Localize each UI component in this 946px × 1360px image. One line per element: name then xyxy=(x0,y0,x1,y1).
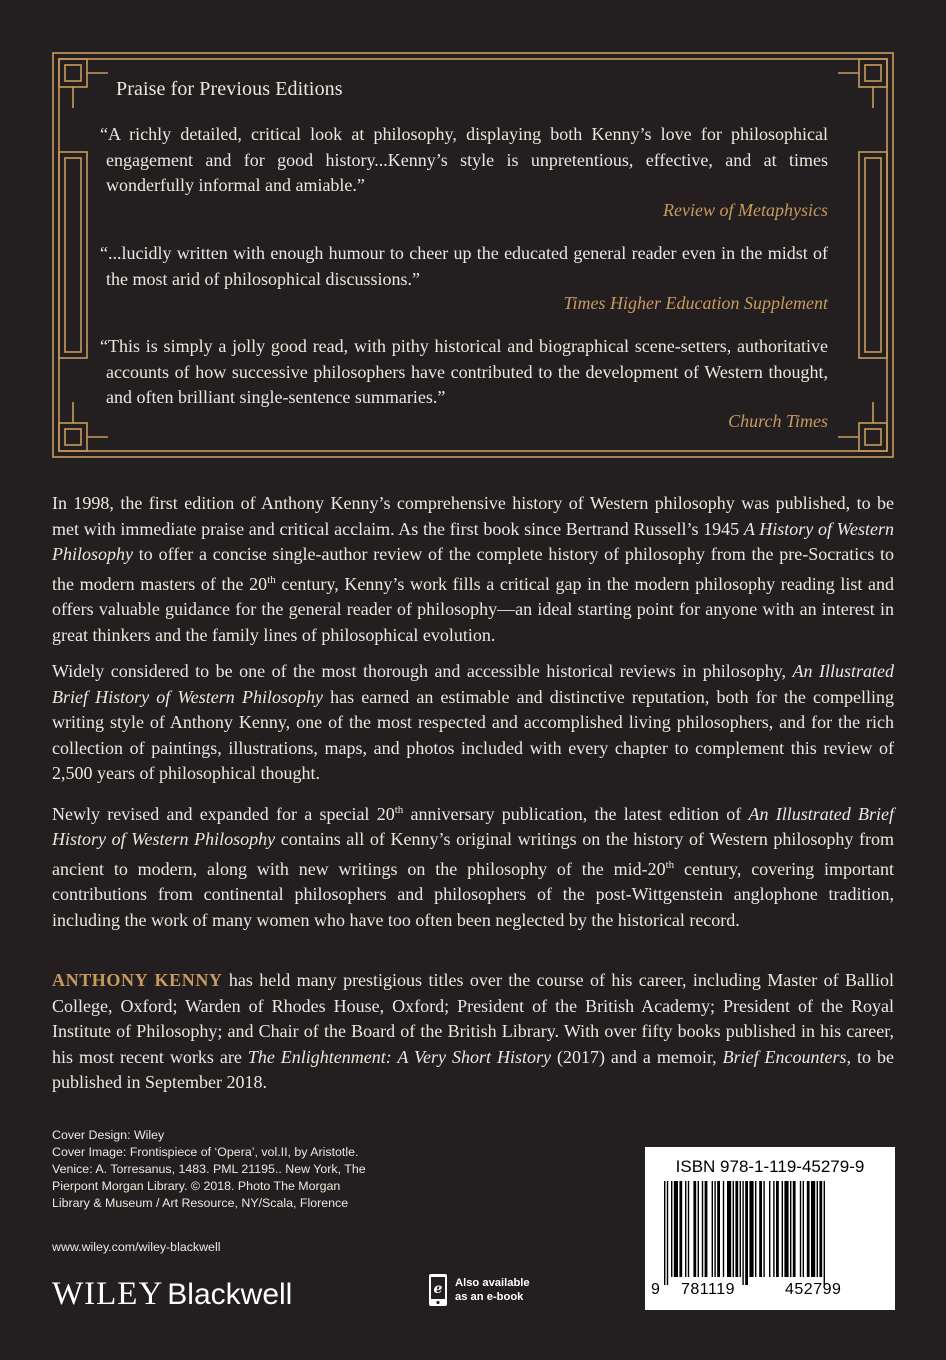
barcode-bar xyxy=(776,1181,779,1277)
barcode-bar xyxy=(800,1181,801,1277)
wiley-blackwell-logo xyxy=(52,1276,292,1313)
credit-line: Cover Image: Frontispiece of ‘Opera’, vol.II, by Aristotle. xyxy=(52,1145,359,1159)
quote-source-1: Review of Metaphysics xyxy=(663,200,828,220)
barcode-bar xyxy=(784,1181,788,1277)
barcode-bar xyxy=(674,1181,678,1277)
barcode-bar xyxy=(712,1181,713,1277)
author-name: ANTHONY KENNY xyxy=(52,970,223,990)
barcode-bar xyxy=(698,1181,699,1277)
barcode-bar xyxy=(733,1181,734,1277)
barcode-bar xyxy=(769,1181,770,1277)
barcode-bar xyxy=(685,1181,686,1277)
barcode-group-2: 452799 xyxy=(785,1281,842,1298)
barcode-bar xyxy=(688,1181,689,1277)
barcode-bar xyxy=(745,1181,748,1285)
barcode-bar xyxy=(803,1181,804,1277)
barcode-bar xyxy=(749,1181,753,1277)
isbn-label: ISBN 978-1-119-45279-9 xyxy=(675,1157,865,1176)
credit-line: Cover Design: Wiley xyxy=(52,1128,165,1142)
praise-heading: Praise for Previous Editions xyxy=(116,78,343,100)
credit-line: Venice: A. Torresanus, 1483. PML 21195.. New York, The xyxy=(52,1162,366,1176)
barcode-bar xyxy=(763,1181,764,1277)
barcode-bar xyxy=(817,1181,818,1277)
praise-quote-2 xyxy=(100,241,828,292)
description-paragraph-1: In 1998, the first edition of Anthony Kenny’s comprehensive history of Western philosophy was published, to be met with immediate praise and critical acclaim. As the first book since Bertrand Russell’s 1945 A History of Western Philosophy to offer a concise single-author review of the complete history of philosophy from the pre-Socratics to the modern masters of the 20th century, Kenny’s work fills a critical gap in the modern philosophy reading list and offers valuable guidance for the general reader of philosophy—an ideal starting point for anyone with an interest in great thinkers and the family lines of philosophical evolution. xyxy=(52,493,894,645)
quote-text: “This is simply a jolly good read, with pithy historical and biographical scene-setters, authoritative accounts of how successive philosophers have contributed to the development of Western thought, and often brilliant single-sentence summaries.” xyxy=(100,336,828,407)
barcode-bar xyxy=(702,1181,703,1277)
barcode-bar xyxy=(705,1181,708,1277)
book-description xyxy=(52,491,894,944)
author-bio: ANTHONY KENNY has held many prestigious titles over the course of his career, including Master of Balliol College, Oxford; Warden of Rhodes House, Oxford; President of the British Academy; President of the Royal Institute of Philosophy; and Chair of the Board of the British Library. With over fifty books published in his career, his most recent works are The Enlightenment: A Very Short History (2017) and a memoir, Brief Encounters, to be published in September 2018. xyxy=(52,970,894,1092)
barcode-bar xyxy=(807,1181,810,1277)
barcode-bar xyxy=(714,1181,715,1277)
quote-text: “...lucidly written with enough humour to cheer up the educated general reader even in the midst of the most arid of philosophical discussions.” xyxy=(100,243,828,289)
credit-line: Library & Museum / Art Resource, NY/Scala, Florence xyxy=(52,1196,349,1210)
credit-line: Pierpont Morgan Library. © 2018. Photo The Morgan xyxy=(52,1179,341,1193)
barcode-bar xyxy=(693,1181,696,1277)
barcode-bar xyxy=(727,1181,731,1277)
barcode-bar xyxy=(735,1181,738,1277)
barcode-bar xyxy=(782,1181,783,1277)
barcode-bar xyxy=(793,1181,796,1277)
cover-credits xyxy=(52,1127,412,1212)
description-paragraph-2: Widely considered to be one of the most thorough and accessible historical reviews in philosophy, An Illustrated Brief History of Western Philosophy has earned an estimable and distinctive reputation, both for the compelling writing style of Anthony Kenny, one of the most respected and accomplished living philosophers, and for the rich collection of paintings, illustrations, maps, and photos included with every chapter to complement this review of 2,500 years of philosophical thought. xyxy=(52,661,894,783)
barcode-bar xyxy=(667,1181,668,1285)
barcode-bar xyxy=(790,1181,791,1277)
barcode-bar xyxy=(717,1181,720,1277)
barcode-bar xyxy=(742,1181,743,1285)
quote-text: “A richly detailed, critical look at philosophy, displaying both Kenny’s love for philosophical engagement and for good history...Kenny’s style is unpretentious, effective, and at times wonderfully informal and amiable.” xyxy=(100,124,828,195)
barcode-bar xyxy=(664,1181,665,1285)
barcode-bar xyxy=(773,1181,774,1277)
ebook-notice xyxy=(428,1273,530,1307)
quote-source-3: Church Times xyxy=(728,411,828,431)
barcode-group-1: 781119 xyxy=(681,1281,736,1298)
barcode-bars xyxy=(662,1181,878,1289)
quote-source-2: Times Higher Education Supplement xyxy=(563,293,828,313)
praise-frame xyxy=(52,52,894,458)
barcode-bar xyxy=(824,1181,825,1285)
barcode-lead-digit: 9 xyxy=(651,1281,661,1298)
isbn-barcode xyxy=(645,1147,895,1310)
barcode-bar xyxy=(723,1181,724,1277)
svg-text:e: e xyxy=(433,1281,443,1297)
praise-quote-3 xyxy=(100,334,828,411)
description-paragraph-3: Newly revised and expanded for a special 20th anniversary publication, the latest edition of An Illustrated Brief History of Western Philosophy contains all of Kenny’s original writings on the history of Western philosophy from ancient to modern, along with new writings on the philosophy of the mid-20th century, covering important contributions from continental philosophers and philosophers of the post-Wittgenstein anglophone tradition, including the work of many women who have too often been neglected by the historical record. xyxy=(52,803,895,930)
barcode-bar xyxy=(759,1181,762,1277)
ebook-text: Also available as an e-book xyxy=(455,1277,530,1303)
publisher-url[interactable]: www.wiley.com/wiley-blackwell xyxy=(52,1240,221,1254)
barcode-bar xyxy=(671,1181,672,1277)
ebook-icon xyxy=(428,1273,448,1307)
barcode-bar xyxy=(755,1181,756,1277)
wiley-wordmark: WILEY xyxy=(52,1276,164,1312)
barcode-bar xyxy=(819,1181,822,1277)
praise-quote-1 xyxy=(100,122,828,199)
barcode-bar xyxy=(811,1181,815,1277)
blackwell-wordmark: Blackwell xyxy=(167,1278,293,1311)
barcode-bar xyxy=(679,1181,682,1277)
barcode-bar xyxy=(740,1181,741,1277)
